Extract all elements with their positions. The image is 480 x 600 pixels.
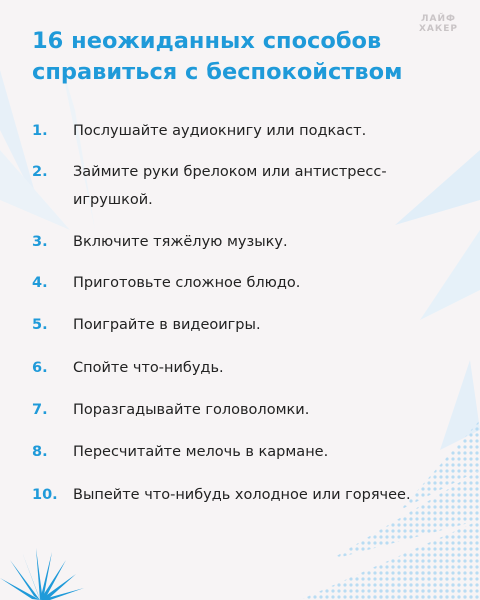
item-number: 2. [32,164,48,180]
item-text [73,158,443,214]
title-line-2: справиться с беспокойством [32,59,403,85]
item-text [73,117,443,145]
item-text-line: Приготовьте сложное блюдо. [73,275,301,291]
item-text-line: Послушайте аудиокнигу или подкаст. [73,123,367,139]
item-text [73,269,443,297]
logo-line-1: ЛАЙФ [421,14,456,24]
page-title [32,26,432,88]
item-text-line: Поиграйте в видеоигры. [73,317,261,333]
item-number: 8. [32,444,48,460]
item-number: 6. [32,360,48,376]
item-text [73,481,443,509]
item-text-line: игрушкой. [73,192,153,208]
bottom-left-starburst [0,548,84,600]
item-number: 1. [32,123,48,139]
item-number: 4. [32,275,48,291]
item-text-line: Займите руки брелоком или антистресс- [73,164,387,180]
item-number: 3. [32,234,48,250]
item-text [73,438,443,466]
logo-line-2: ХАКЕР [418,24,458,34]
item-number: 10. [32,487,58,503]
item-text [73,228,443,256]
item-text [73,396,443,424]
item-text [73,354,443,382]
item-text-line: Спойте что-нибудь. [73,360,224,376]
item-number: 5. [32,317,48,333]
title-line-1: 16 неожиданных способов [32,28,382,54]
item-text-line: Поразгадывайте головоломки. [73,402,310,418]
item-text-line: Включите тяжёлую музыку. [73,234,288,250]
item-text [73,311,443,339]
item-text-line: Пересчитайте мелочь в кармане. [73,444,329,460]
item-number: 7. [32,402,48,418]
item-text-line: Выпейте что-нибудь холодное или горячее. [73,487,411,503]
